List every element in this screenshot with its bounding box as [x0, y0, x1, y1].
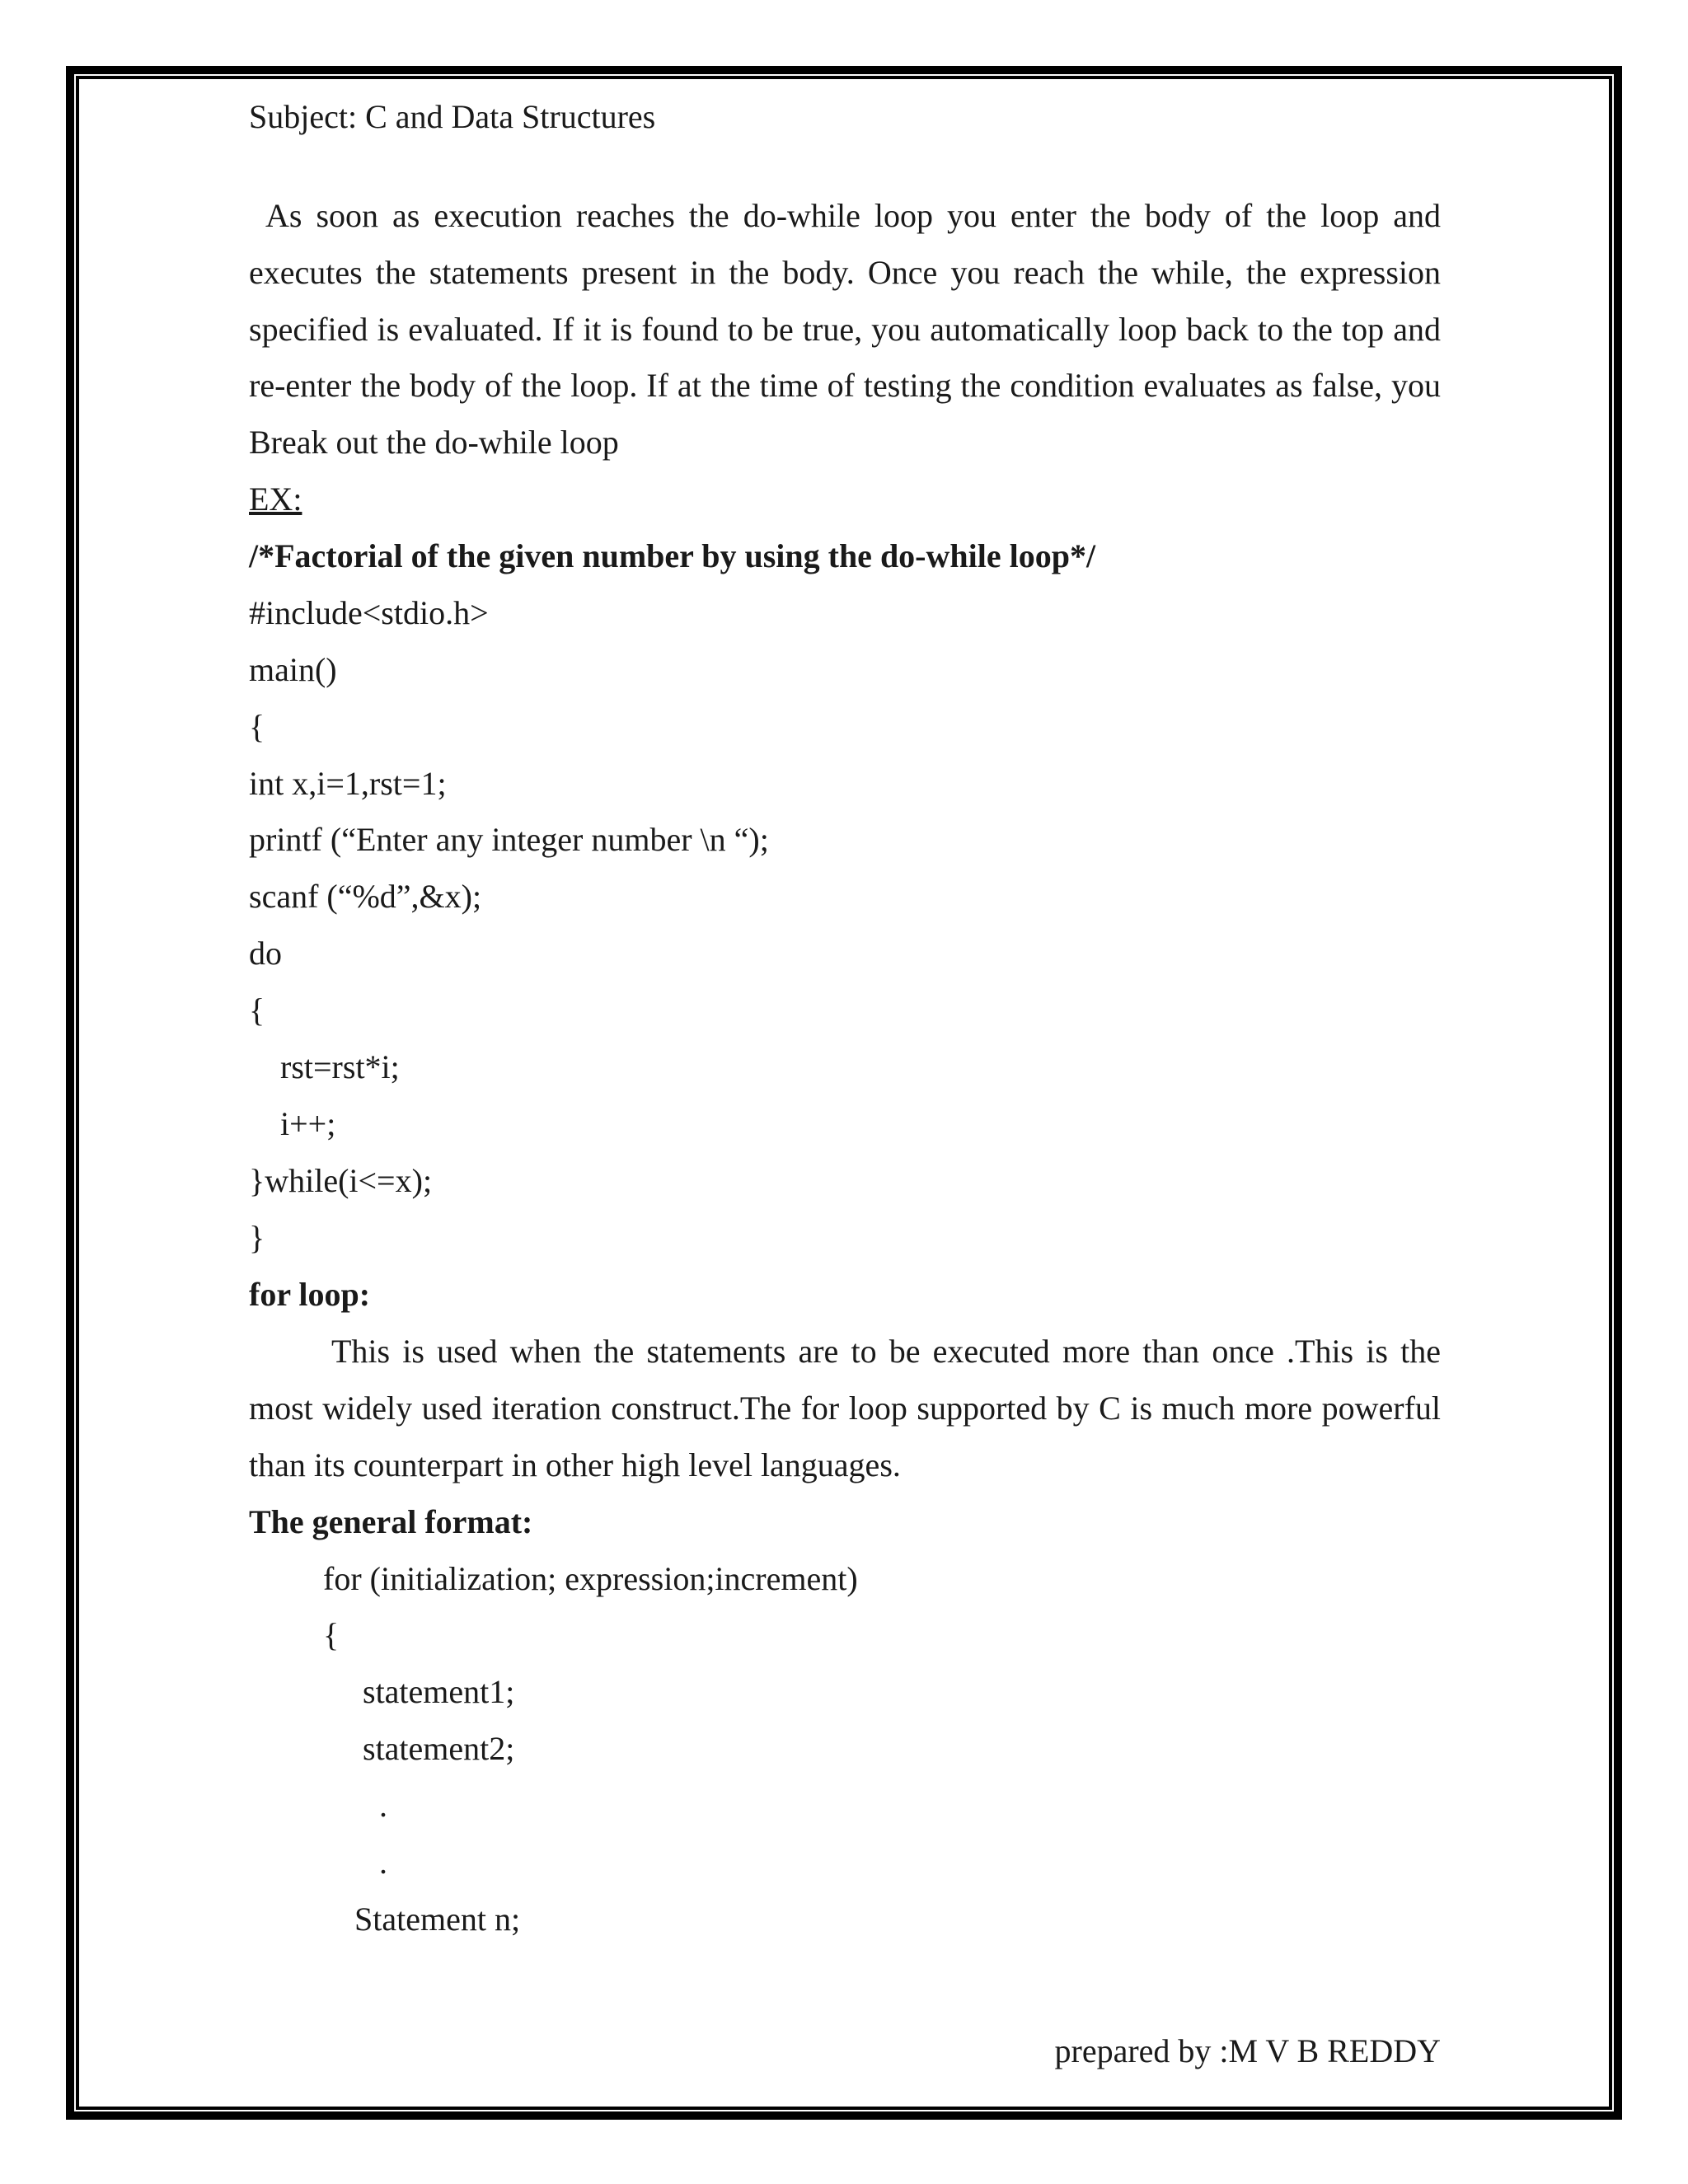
paragraph-line: specified is evaluated. If it is found to be true, you automatically loop back to the top and: [249, 311, 1441, 348]
code-line: }: [249, 1219, 265, 1256]
code-line: {: [249, 991, 265, 1029]
paragraph-line: executes the statements present in the body. Once you reach the while, the expression: [249, 254, 1441, 291]
paragraph-line: re-enter the body of the loop. If at the time of testing the condition evaluates as false, you: [249, 367, 1441, 404]
paragraph-line: As soon as execution reaches the do-while loop you enter the body of the loop and: [265, 197, 1441, 234]
subject-header: Subject: C and Data Structures: [249, 98, 656, 135]
for-loop-heading: for loop:: [249, 1276, 371, 1313]
code-line: do: [249, 935, 282, 972]
example-label: EX:: [249, 480, 302, 518]
code-line: {: [249, 708, 265, 745]
code-line: rst=rst*i;: [280, 1048, 400, 1085]
example-comment: /*Factorial of the given number by using the do-while loop*/: [249, 537, 1096, 574]
code-line: printf (“Enter any integer number \n “);: [249, 821, 769, 858]
code-line: main(): [249, 651, 337, 688]
code-line: }while(i<=x);: [249, 1162, 433, 1199]
paragraph-line: This is used when the statements are to be executed more than once .This is the: [331, 1333, 1441, 1370]
prepared-by-footer: prepared by :M V B REDDY: [1054, 2032, 1441, 2069]
code-line: i++;: [280, 1105, 336, 1142]
format-line: for (initialization; expression;increment): [323, 1560, 858, 1597]
general-format-heading: The general format:: [249, 1503, 533, 1540]
format-line: statement1;: [363, 1673, 515, 1710]
paragraph-line: most widely used iteration construct.The for loop supported by C is much more powerful: [249, 1390, 1441, 1427]
format-line: statement2;: [363, 1730, 515, 1767]
format-line: Statement n;: [354, 1900, 521, 1938]
code-line: #include<stdio.h>: [249, 594, 489, 631]
format-line: .: [379, 1787, 387, 1824]
code-line: int x,i=1,rst=1;: [249, 765, 447, 802]
paragraph-line: than its counterpart in other high level languages.: [249, 1446, 901, 1483]
format-line: .: [379, 1844, 387, 1881]
format-line: {: [323, 1616, 340, 1653]
paragraph-line: Break out the do-while loop: [249, 424, 619, 461]
code-line: scanf (“%d”,&x);: [249, 878, 482, 915]
